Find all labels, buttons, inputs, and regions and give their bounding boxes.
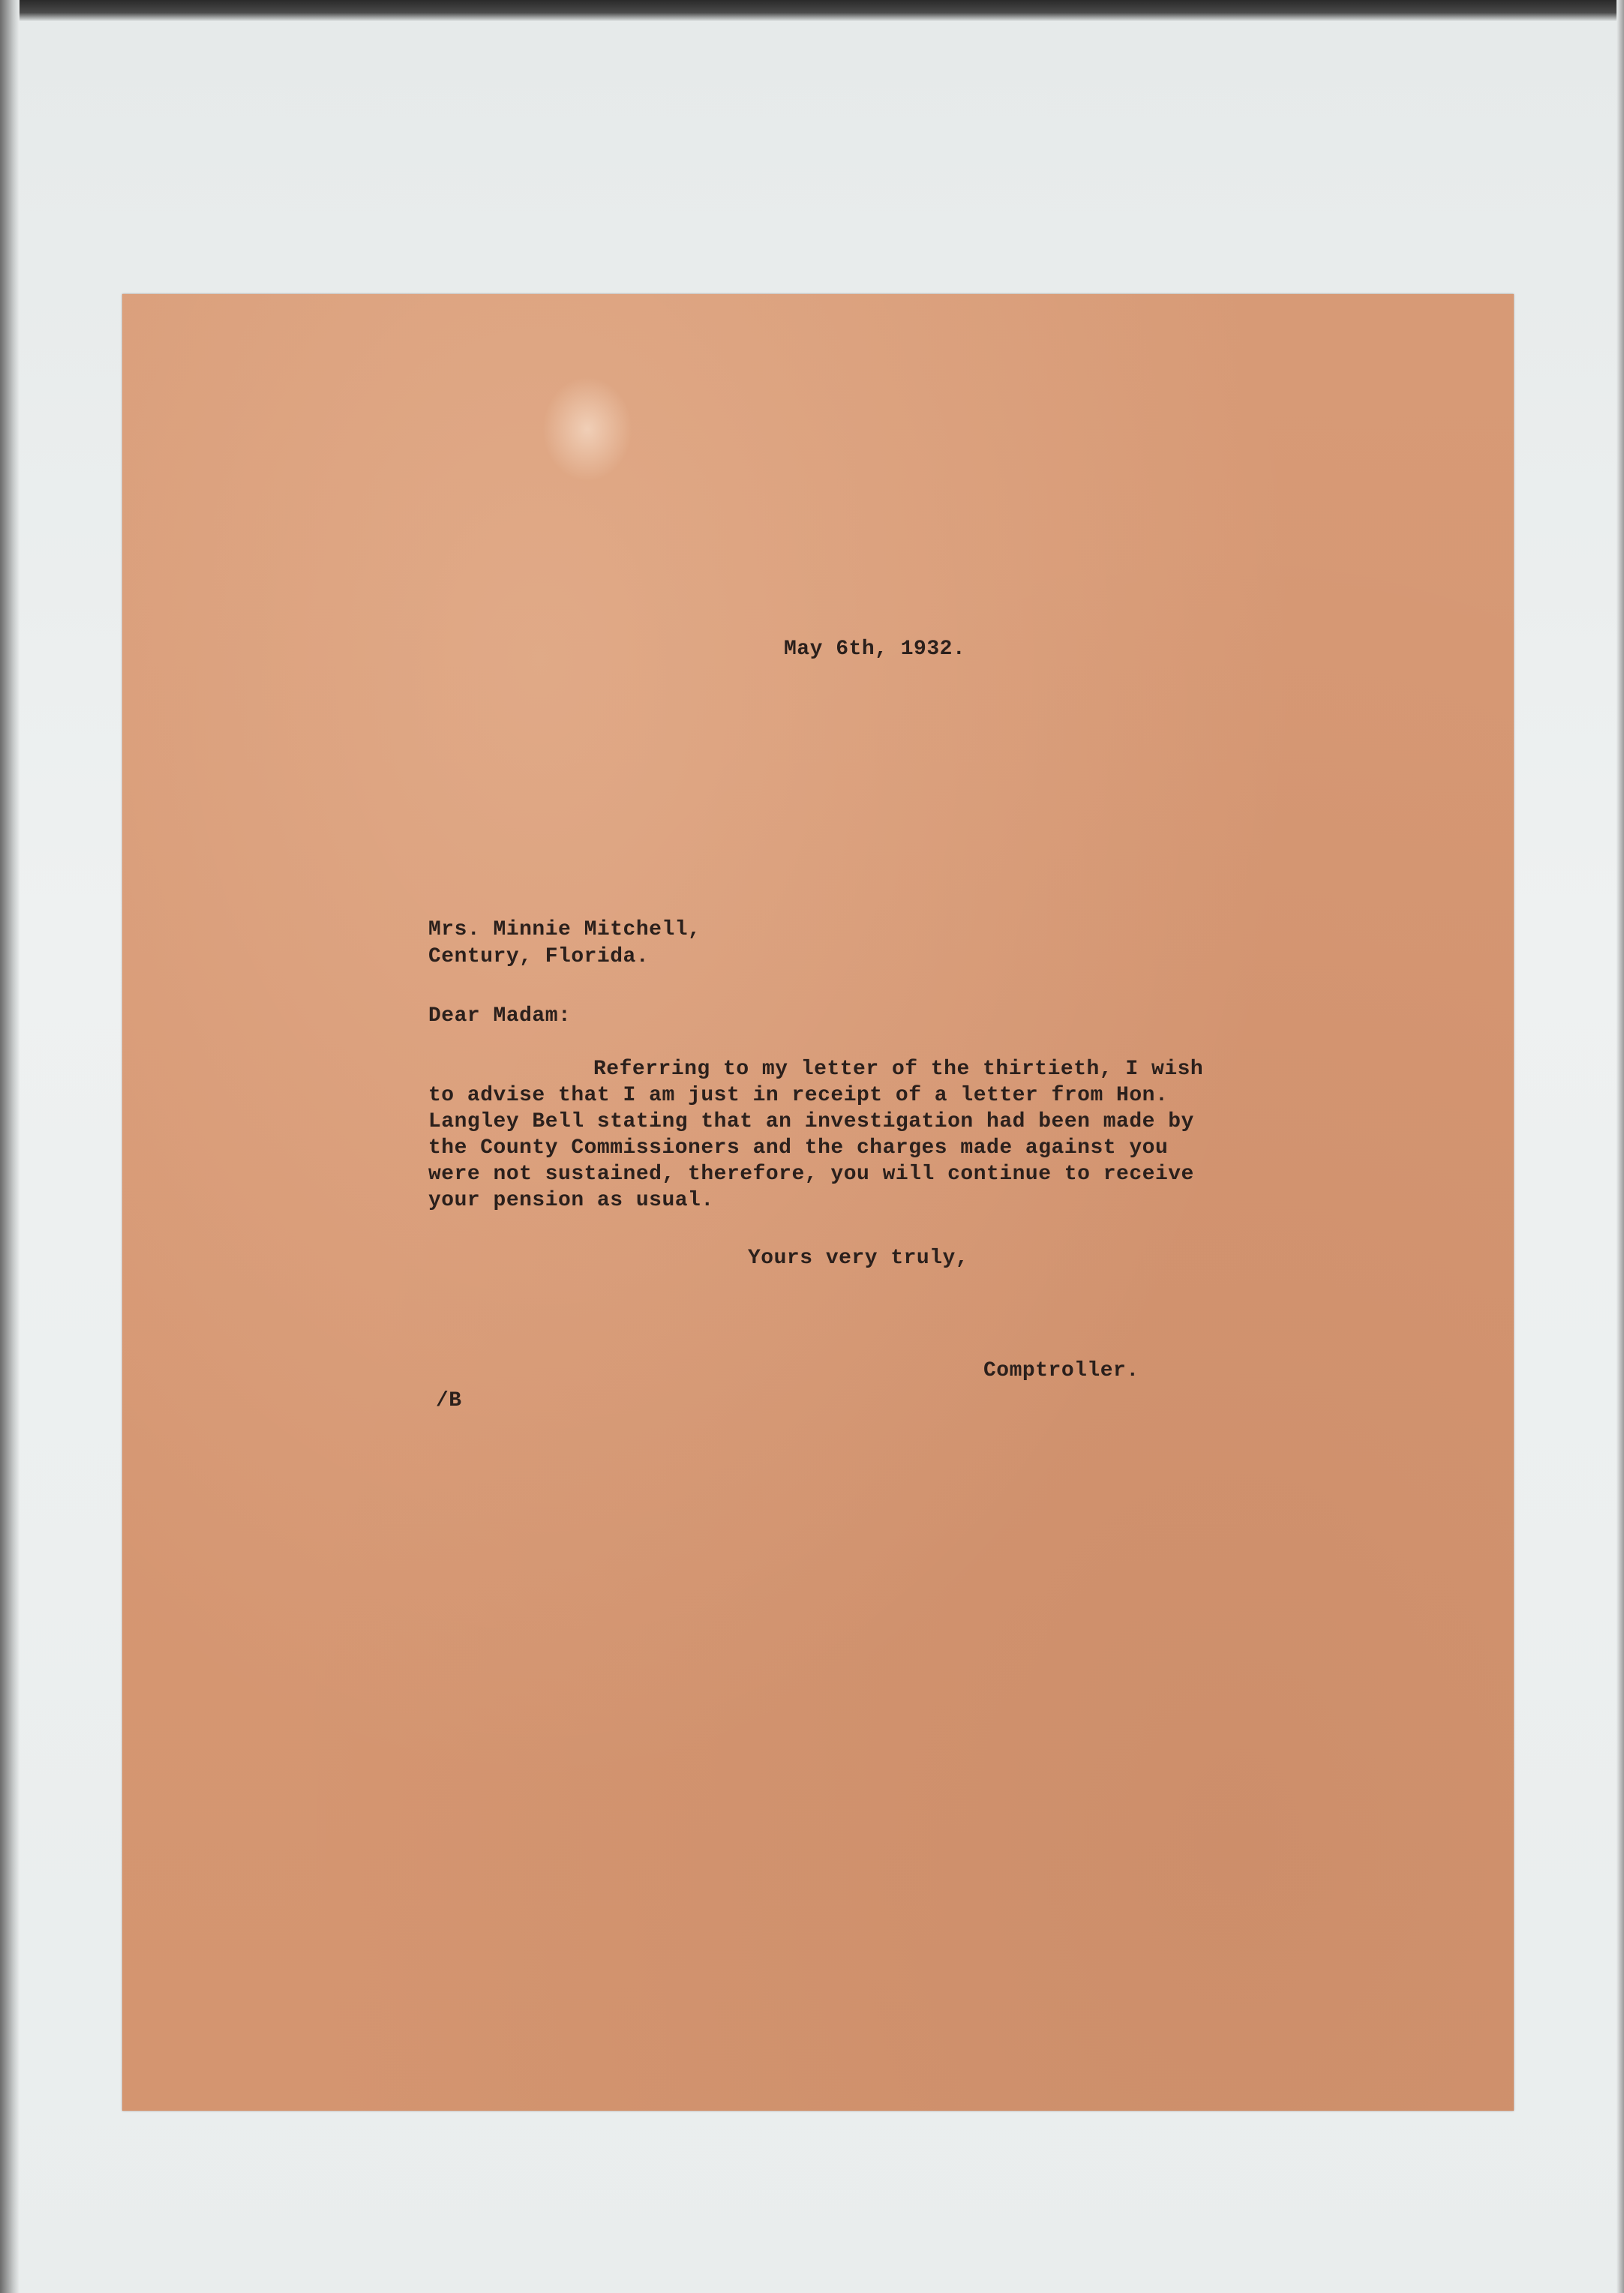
signature-title: Comptroller. — [983, 1359, 1139, 1382]
body-line: your pension as usual. — [428, 1189, 714, 1212]
body-line: to advise that I am just in receipt of a letter from Hon. — [428, 1084, 1169, 1107]
scanner-frame-left — [0, 0, 20, 2293]
scanner-frame-top — [0, 0, 1624, 21]
body-line: Referring to my letter of the thirtieth, I wish — [593, 1058, 1204, 1081]
salutation: Dear Madam: — [428, 1004, 572, 1028]
body-line: the County Commissioners and the charges made against you — [428, 1136, 1169, 1160]
body-line: were not sustained, therefore, you will continue to receive — [428, 1163, 1194, 1186]
scanner-frame-right — [1616, 0, 1624, 2293]
letter-date: May 6th, 1932. — [784, 638, 966, 661]
recipient-location: Century, Florida. — [428, 945, 650, 968]
typist-initials: /B — [436, 1389, 462, 1412]
closing: Yours very truly, — [748, 1247, 969, 1270]
body-line: Langley Bell stating that an investigation had been made by — [428, 1110, 1194, 1133]
letter-sheet — [122, 294, 1514, 2111]
recipient-name: Mrs. Minnie Mitchell, — [428, 918, 701, 941]
paper-stain — [542, 377, 632, 482]
